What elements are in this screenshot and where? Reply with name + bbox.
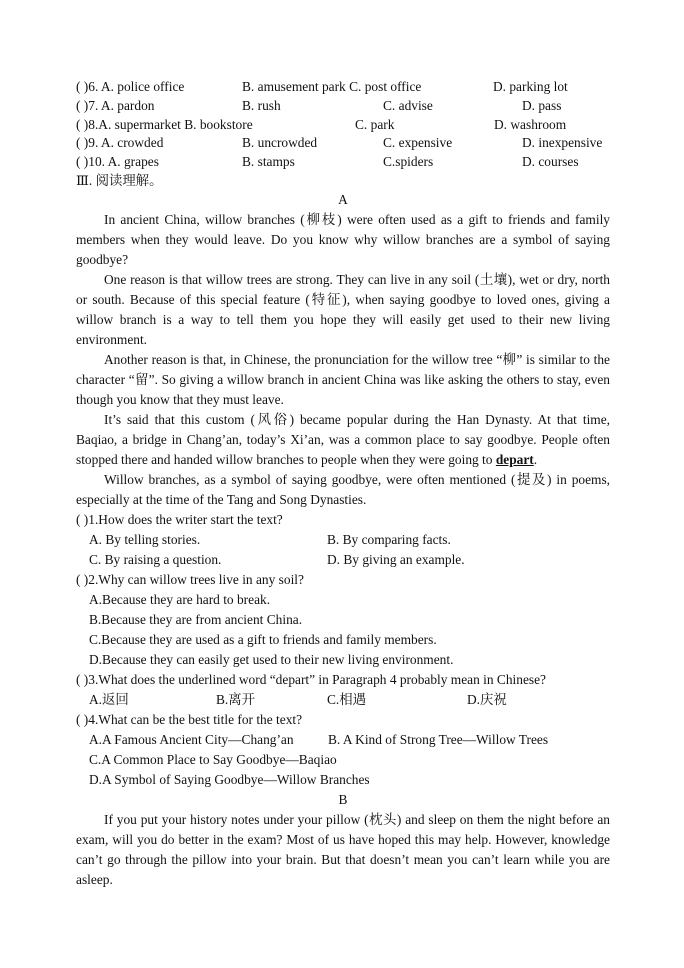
vocab-question-8 (76, 116, 610, 135)
paragraph-text: It’s said that this custom (风俗) became popular during the Han Dynasty. At that time, Baqiao, a bridge in Chang’an, today’s Xi’an, was a common place to say goodbye. People often stopped there and handed willow branches to people when they were going to (76, 411, 610, 467)
worksheet-page (76, 78, 610, 890)
option-c: C. By raising a question. (89, 551, 222, 567)
options-row (76, 550, 610, 570)
passage-paragraph (76, 410, 610, 470)
question-stem: ( )7. A. pardon (76, 97, 155, 113)
underlined-word: depart (495, 451, 534, 467)
option-b: B. amusement park C. post office (242, 79, 422, 94)
option-d: D. pass (522, 97, 562, 113)
option-d: D. courses (522, 154, 579, 170)
passage-b (76, 810, 610, 890)
option-a: A. By telling stories. (89, 531, 201, 547)
passage-a-label: A (338, 191, 348, 207)
question-stem: ( )8.A. supermarket B. bookstore (76, 116, 253, 132)
passage-paragraph: In ancient China, willow branches (柳枝) were often used as a gift to friends and family members when they would leave. Do you know why willow branches are a symbol of saying goodbye? (76, 211, 610, 267)
question-stem: ( )10. A. grapes (76, 154, 159, 170)
vocab-question-9 (76, 134, 610, 153)
question-1 (76, 510, 610, 570)
option-b: B.Because they are from ancient China. (89, 611, 303, 627)
passage-paragraph: Willow branches, as a symbol of saying goodbye, were often mentioned (提及) in poems, especially at the time of the Tang and Song Dynasties. (76, 471, 610, 507)
option-d: D.庆祝 (467, 691, 507, 707)
question-stem: ( )3.What does the underlined word “depart” in Paragraph 4 probably mean in Chinese? (76, 671, 546, 687)
option-a: A.Because they are hard to break. (89, 591, 271, 607)
option-c: C.spiders (383, 154, 434, 170)
vocab-question-7 (76, 97, 610, 116)
options-row (76, 730, 610, 750)
question-3 (76, 670, 610, 710)
option-d: D.Because they can easily get used to their new living environment. (89, 651, 454, 667)
option-b: B. A Kind of Strong Tree—Willow Trees (328, 731, 549, 747)
option-a: A.返回 (89, 691, 129, 707)
option-d: D.A Symbol of Saying Goodbye—Willow Branches (89, 771, 370, 787)
passage-paragraph: Another reason is that, in Chinese, the pronunciation for the willow tree “柳” is similar to the character “留”. So giving a willow branch in ancient China was like asking the others to stay, even though you know that they must leave. (76, 351, 610, 407)
option-b: B.离开 (216, 691, 256, 707)
option-c: C.A Common Place to Say Goodbye—Baqiao (89, 751, 337, 767)
options-row (76, 530, 610, 550)
option-c: C.Because they are used as a gift to friends and family members. (89, 631, 437, 647)
question-4 (76, 710, 610, 790)
question-stem: ( )1.How does the writer start the text? (76, 511, 283, 527)
passage-paragraph: If you put your history notes under your pillow (枕头) and sleep on them the night before an exam, will you do better in the exam? Most of us have hoped this may help. However, knowledge can’t go through the pillow into your brain. But that doesn’t mean you can’t learn while you are asleep. (76, 811, 610, 887)
passage-b-label: B (338, 791, 348, 807)
passage-a (76, 210, 610, 510)
vocab-questions (76, 78, 610, 172)
option-d: D. inexpensive (522, 135, 603, 151)
option-b: B. rush (242, 97, 281, 113)
section-title: Ⅲ. 阅读理解。 (76, 172, 163, 188)
option-a: A.A Famous Ancient City—Chang’an (89, 731, 294, 747)
question-stem: ( )4.What can be the best title for the text? (76, 711, 303, 727)
option-c: C. park (355, 116, 395, 132)
option-c: C. advise (383, 97, 433, 113)
option-c: C.相遇 (327, 691, 367, 707)
question-stem: ( )6. A. police office (76, 79, 185, 94)
question-stem: ( )2.Why can willow trees live in any soil? (76, 571, 304, 587)
question-2 (76, 570, 610, 670)
option-b: B. stamps (242, 154, 295, 170)
vocab-question-6 (76, 78, 610, 97)
paragraph-text: . (533, 451, 538, 467)
option-d: D. washroom (494, 116, 567, 132)
options-row (76, 690, 610, 710)
question-stem: ( )9. A. crowded (76, 135, 164, 151)
option-b: B. uncrowded (242, 135, 318, 151)
option-d: D. By giving an example. (327, 551, 465, 567)
vocab-question-10 (76, 153, 610, 172)
option-d: D. parking lot (493, 79, 568, 94)
passage-paragraph: One reason is that willow trees are strong. They can live in any soil (土壤), wet or dry, north or south. Because of this special feature (特征), when saying goodbye to loved ones, giving a willow branch is a way to tell them you hope they will easily get used to their new living environment. (76, 271, 610, 347)
option-c: C. expensive (383, 135, 453, 151)
option-b: B. By comparing facts. (327, 531, 451, 547)
